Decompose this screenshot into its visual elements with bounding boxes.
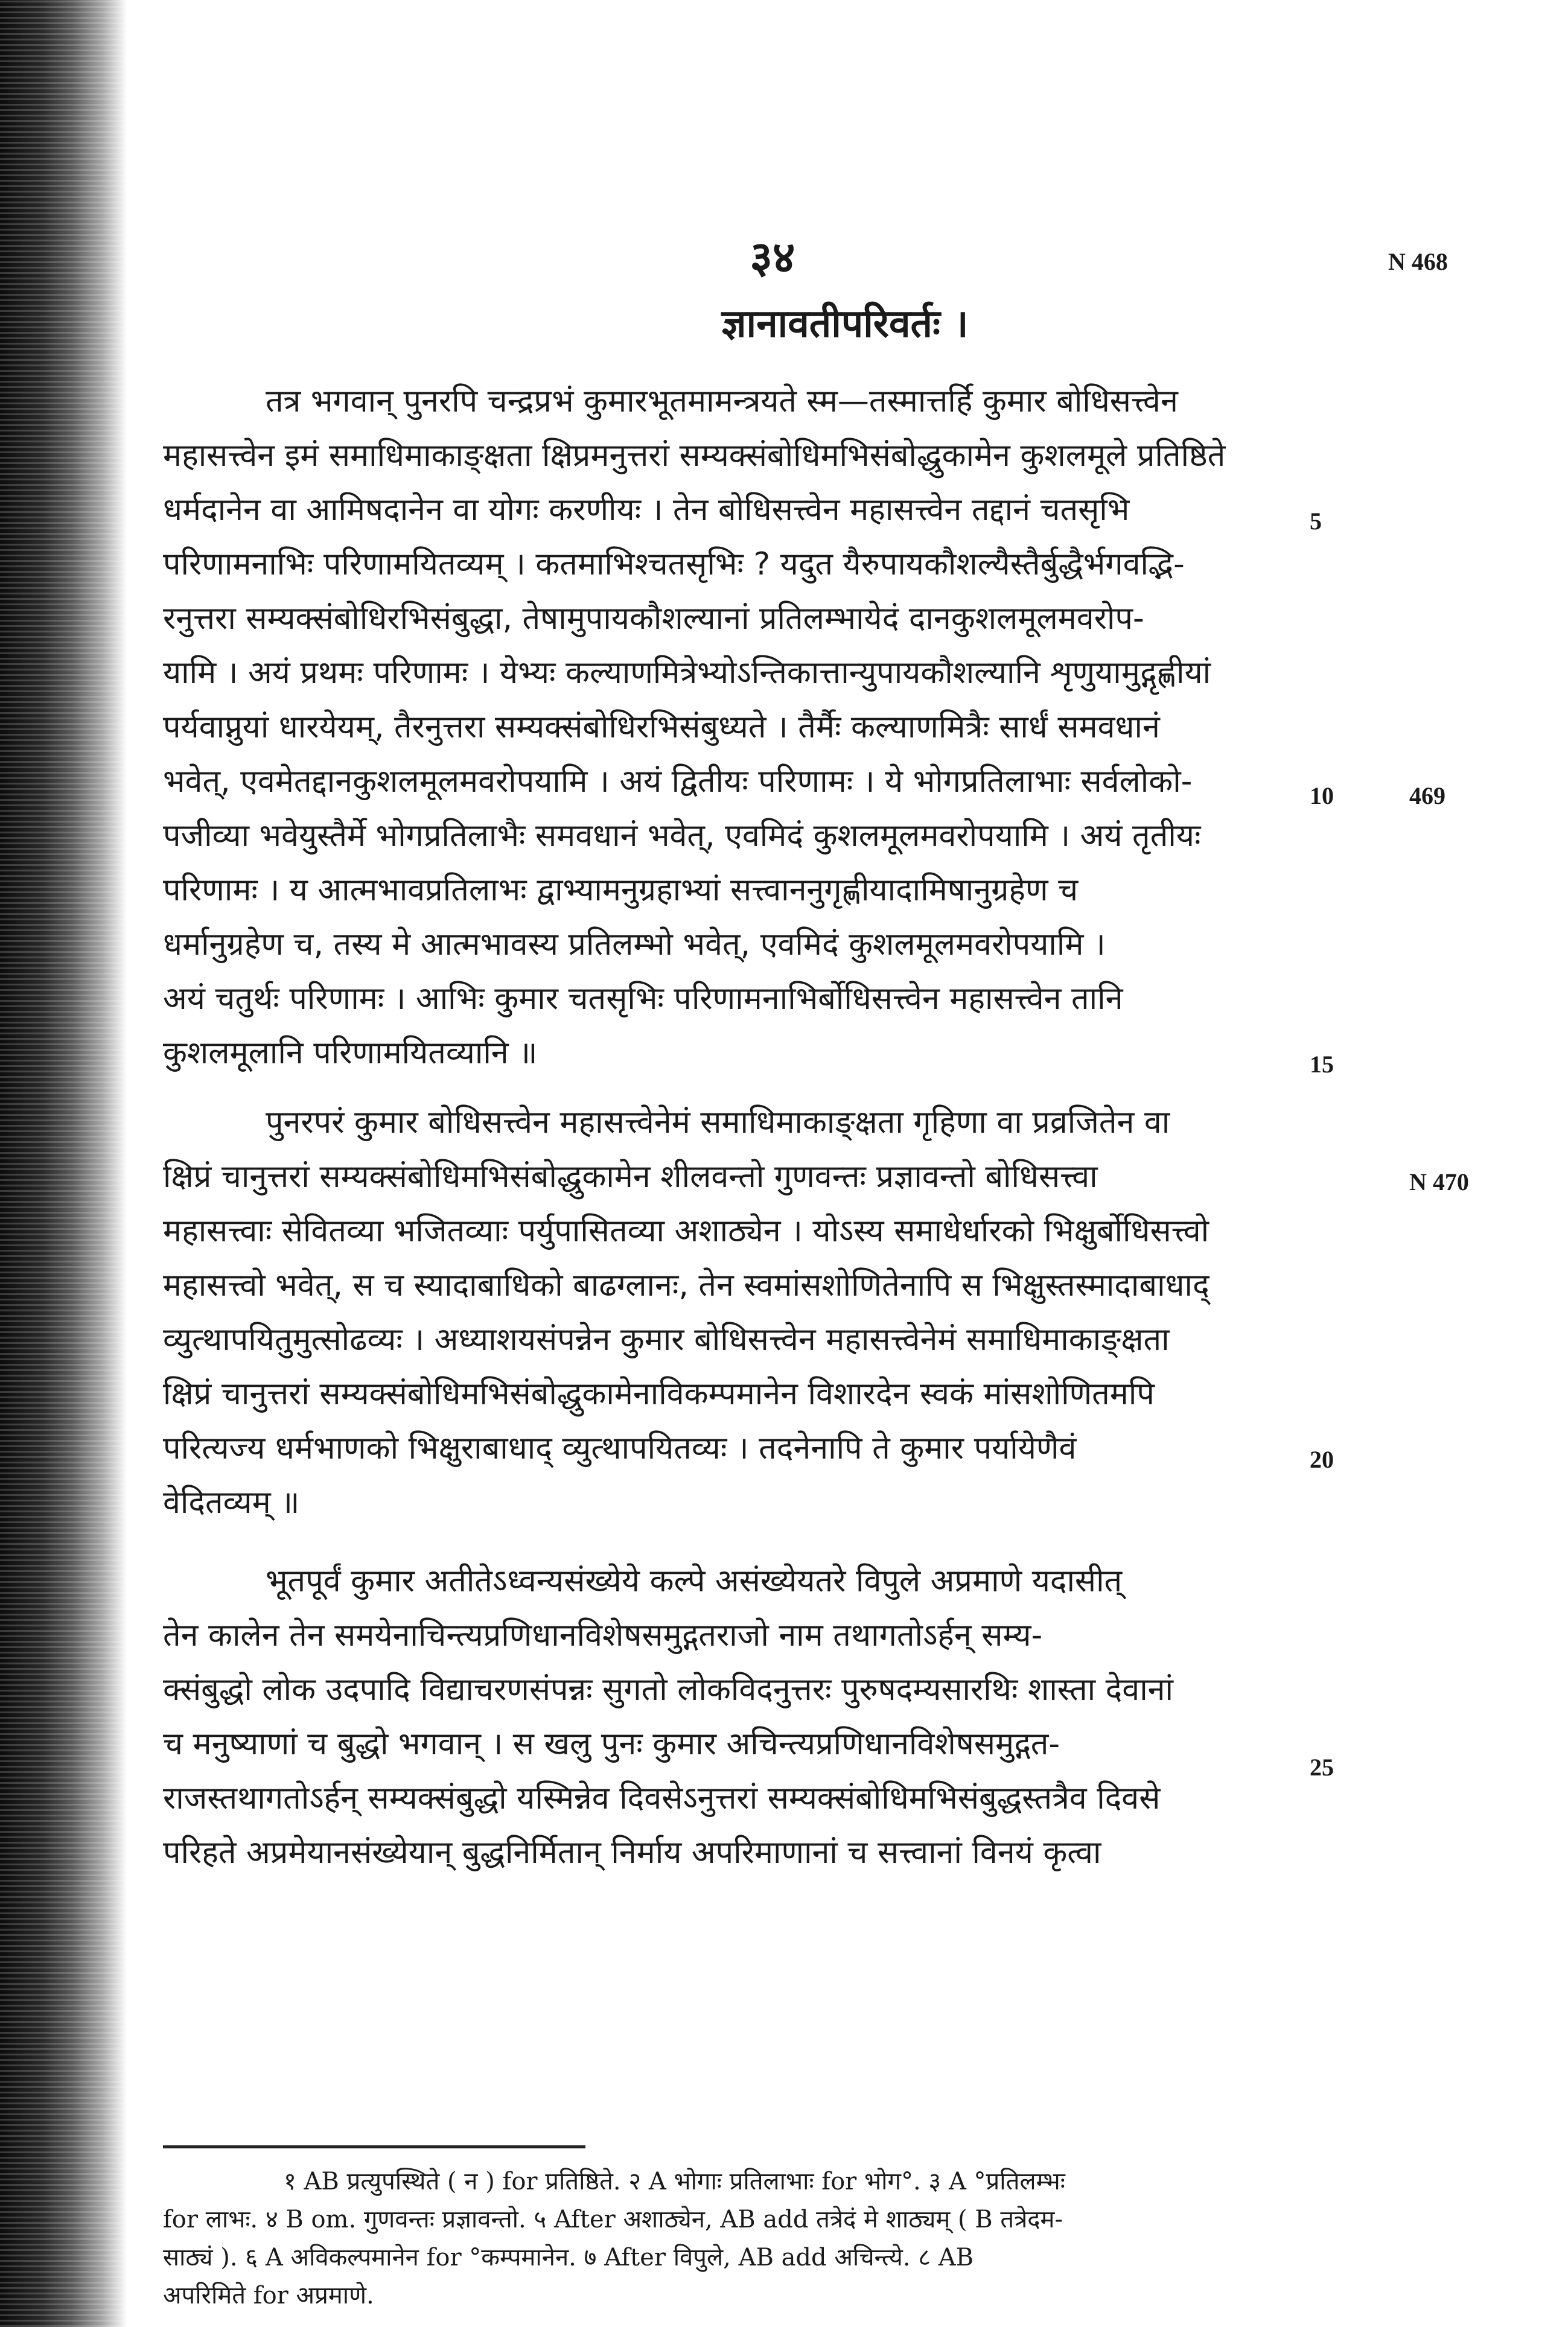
- text-line: तत्र भगवान् पुनरपि चन्द्रप्रभं कुमारभूतमामन्त्रयते स्म—तस्मात्तर्हि कुमार बोधिसत्त्वेन: [266, 383, 1178, 419]
- line-number-20: 20: [1310, 1446, 1334, 1473]
- text-line: परिणामः । य आत्मभावप्रतिलाभः द्वाभ्यामनुग्रहाभ्यां सत्त्वाननुगृह्णीयादामिषानुग्रहेण च: [163, 872, 1079, 908]
- text-line: धर्मानुग्रहेण च, तस्य मे आत्मभावस्य प्रतिलम्भो भवेत्, एवमिदं कुशलमूलमवरोपयामि ।: [163, 926, 1106, 963]
- text-line: परिणामनाभिः परिणामयितव्यम् । कतमाभिश्चतसृभिः ? यदुत यैरुपायकौशल्यैस्तैर्बुद्धैर्भगवद्भि-: [163, 546, 1185, 582]
- text-line: तेन कालेन तेन समयेनाचिन्त्यप्रणिधानविशेषसमुद्गतराजो नाम तथागतोऽर्हन् सम्य-: [163, 1617, 1043, 1654]
- line-number-10: 10: [1310, 782, 1334, 809]
- text-line: परित्यज्य धर्मभाणको भिक्षुराबाधाद् व्युत्थापयितव्यः । तदनेनापि ते कुमार पर्यायेणैवं: [163, 1430, 1077, 1466]
- text-line: क्षिप्रं चानुत्तरां सम्यक्संबोधिमभिसंबोद्धुकामेनाविकम्पमानेन विशारदेन स्वकं मांसशोणितमपि: [163, 1376, 1155, 1412]
- text-line: च मनुष्याणां च बुद्धो भगवान् । स खलु पुनः कुमार अचिन्त्यप्रणिधानविशेषसमुद्गत-: [163, 1726, 1060, 1762]
- chapter-title: ज्ञानावतीपरिवर्तः ।: [721, 302, 969, 346]
- text-line: पुनरपरं कुमार बोधिसत्त्वेन महासत्त्वेनेमं समाधिमाकाङ्क्षता गृहिणा वा प्रव्रजितेन वा: [266, 1104, 1170, 1141]
- text-line: पजीव्या भवेयुस्तैर्मे भोगप्रतिलाभैः समवधानं भवेत्, एवमिदं कुशलमूलमवरोपयामि । अयं तृतीयः: [163, 818, 1201, 854]
- text-line: भूतपूर्वं कुमार अतीतेऽध्वन्यसंख्येये कल्पे असंख्येयतरे विपुले अप्रमाणे यदासीत्: [266, 1563, 1123, 1599]
- text-line: राजस्तथागतोऽर्हन् सम्यक्संबुद्धो यस्मिन्नेव दिवसेऽनुत्तरां सम्यक्संबोधिमभिसंबुद्धस्तत्रैव दिवसे: [163, 1780, 1161, 1816]
- margin-ref-n468: N 468: [1388, 248, 1448, 275]
- line-number-25: 25: [1310, 1754, 1334, 1781]
- footnote-line: for लाभः. ४ B om. गुणवन्तः प्रज्ञावन्तो. ५ After अशाठ्येन, AB add तत्रेदं मे शाठ्यम् ( B तत्रेदम-: [163, 2206, 1063, 2233]
- footnote-line: साठ्यं ). ६ A अविकल्पमानेन for °कम्पमानेन. ७ After विपुले, AB add अचिन्त्ये. ८ AB: [163, 2244, 974, 2271]
- footnote-divider: [163, 2145, 585, 2148]
- margin-ref-469: 469: [1409, 782, 1445, 809]
- book-spine-shadow: [0, 0, 127, 2327]
- text-line: परिहते अप्रमेयानसंख्येयान् बुद्धनिर्मितान् निर्माय अपरिमाणानां च सत्त्वानां विनयं कृत्वा: [163, 1835, 1101, 1871]
- text-line: यामि । अयं प्रथमः परिणामः । येभ्यः कल्याणमित्रेभ्योऽन्तिकात्तान्युपायकौशल्यानि शृणुयामुद्गृह्णीयां: [163, 655, 1211, 691]
- text-line: पर्यवाप्नुयां धारयेयम्, तैरनुत्तरा सम्यक्संबोधिरभिसंबुध्यते । तैर्मैः कल्याणमित्रैः सार्धं समवधानं: [163, 709, 1160, 745]
- text-line: वेदितव्यम् ॥: [163, 1485, 300, 1521]
- text-line: महासत्त्वाः सेवितव्या भजितव्याः पर्युपासितव्या अशाठ्येन । योऽस्य समाधेर्धारको भिक्षुर्बोधिसत्त्वो: [163, 1213, 1209, 1249]
- text-line: अयं चतुर्थः परिणामः । आभिः कुमार चतसृभिः परिणामनाभिर्बोधिसत्त्वेन महासत्त्वेन तानि: [163, 981, 1123, 1017]
- text-line: क्संबुद्धो लोक उदपादि विद्याचरणसंपन्नः सुगतो लोकविदनुत्तरः पुरुषदम्यसारथिः शास्ता देवानां: [163, 1672, 1173, 1708]
- text-line: व्युत्थापयितुमुत्सोढव्यः । अध्याशयसंपन्नेन कुमार बोधिसत्त्वेन महासत्त्वेनेमं समाधिमाकाङ्क्षता: [163, 1322, 1170, 1358]
- text-line: रनुत्तरा सम्यक्संबोधिरभिसंबुद्धा, तेषामुपायकौशल्यानां प्रतिलम्भायेदं दानकुशलमूलमवरोप-: [163, 600, 1144, 637]
- text-line: महासत्त्वो भवेत्, स च स्यादाबाधिको बाढग्लानः, तेन स्वमांसशोणितेनापि स भिक्षुस्तस्मादाबाधाद्: [163, 1267, 1209, 1304]
- text-line: कुशलमूलानि परिणामयितव्यानि ॥: [163, 1035, 538, 1071]
- text-line: महासत्त्वेन इमं समाधिमाकाङ्क्षता क्षिप्रमनुत्तरां सम्यक्संबोधिमभिसंबोद्धुकामेन कुशलमूले प्रतिष्ठिते: [163, 438, 1226, 474]
- line-number-5: 5: [1310, 508, 1322, 535]
- text-line: भवेत्, एवमेतद्दानकुशलमूलमवरोपयामि । अयं द्वितीयः परिणामः । ये भोगप्रतिलाभाः सर्वलोको-: [163, 763, 1193, 800]
- footnote-line: १ AB प्रत्युपस्थिते ( न ) for प्रतिष्ठिते. २ A भोगाः प्रतिलाभाः for भोग°. ३ A °प्रतिलम्भः: [284, 2168, 1065, 2195]
- text-line: क्षिप्रं चानुत्तरां सम्यक्संबोधिमभिसंबोद्धुकामेन शीलवन्तो गुणवन्तः प्रज्ञावन्तो बोधिसत्त्वा: [163, 1159, 1098, 1195]
- footnote-line: अपरिमिते for अप्रमाणे.: [163, 2282, 374, 2309]
- page-number: ३४: [750, 231, 795, 282]
- line-number-15: 15: [1310, 1051, 1334, 1078]
- text-line: धर्मदानेन वा आमिषदानेन वा योगः करणीयः । तेन बोधिसत्त्वेन महासत्त्वेन तद्दानं चतसृभि: [163, 492, 1130, 528]
- margin-ref-n470: N 470: [1409, 1168, 1469, 1195]
